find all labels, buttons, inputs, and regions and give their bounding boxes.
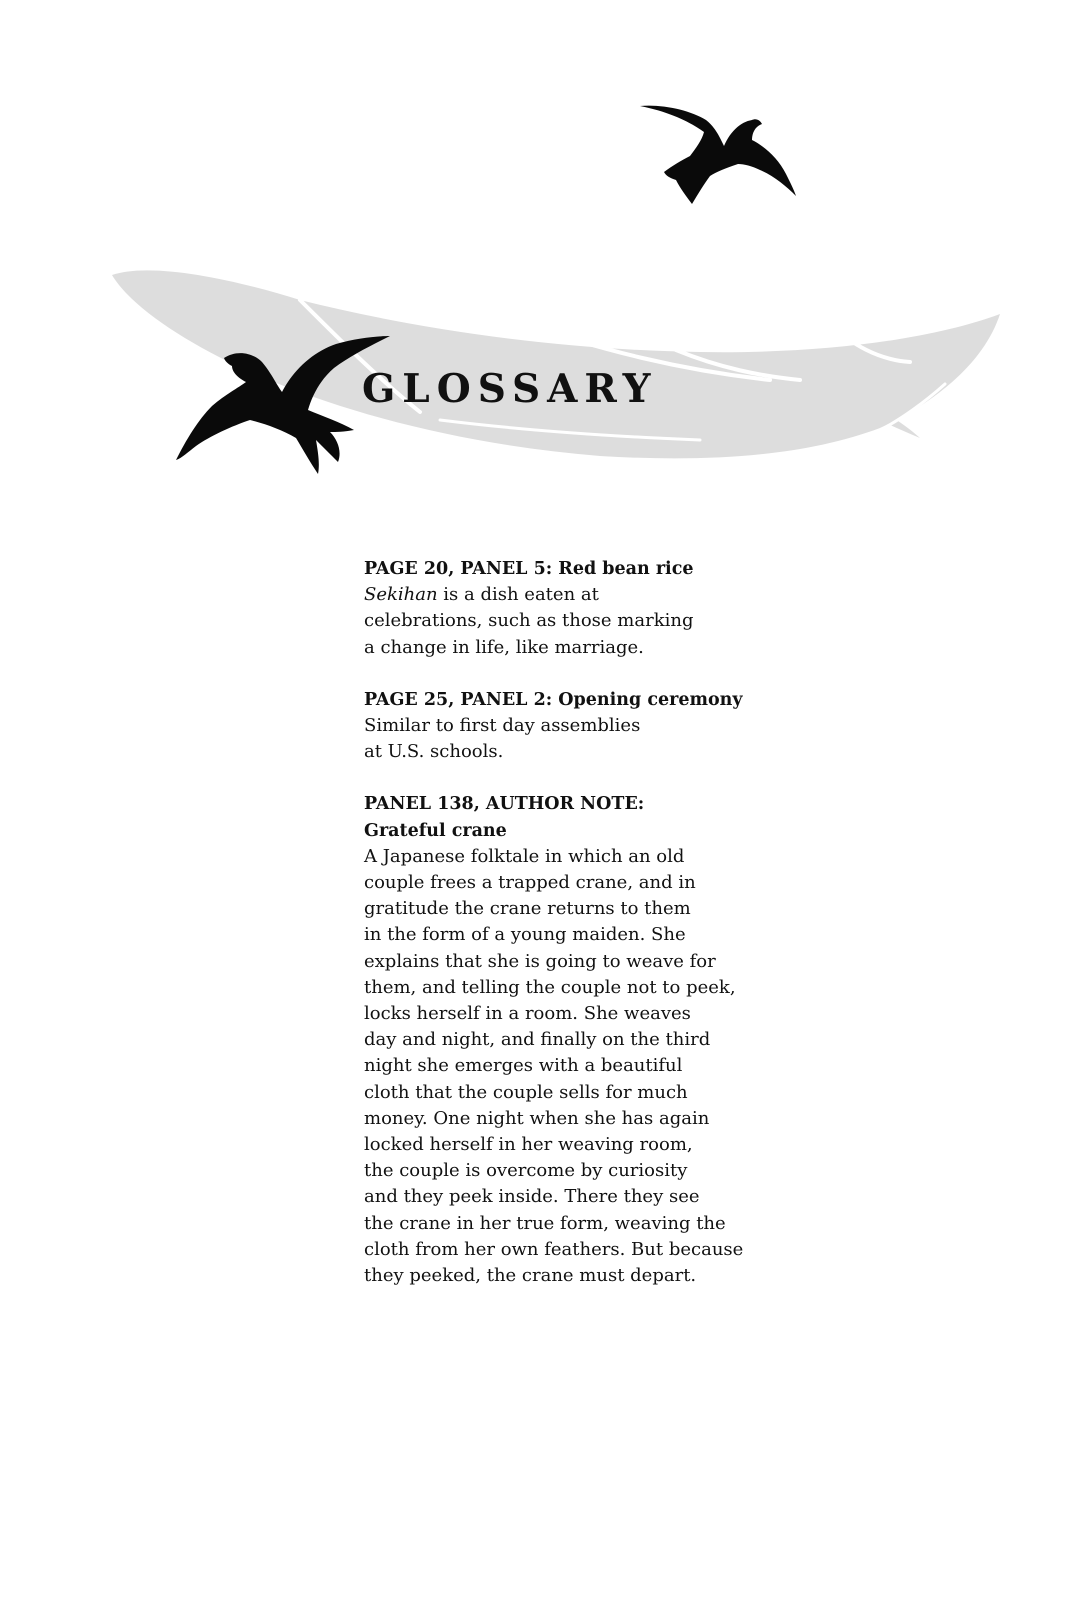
entry-body-line: celebrations, such as those marking <box>364 610 694 632</box>
entry-body-line: locks herself in a room. She weaves <box>364 1003 691 1025</box>
entry-body-line: they peeked, the crane must depart. <box>364 1265 697 1287</box>
entry-body-line: day and night, and finally on the third <box>364 1029 711 1051</box>
entry-body-line: cloth that the couple sells for much <box>364 1081 688 1103</box>
entry-heading: Grateful crane <box>364 820 507 841</box>
entry-heading: PANEL 138, AUTHOR NOTE: <box>364 794 645 815</box>
page-title: GLOSSARY <box>362 366 658 412</box>
entry-body-line: cloth from her own feathers. But because <box>364 1238 744 1260</box>
entry-text: is a dish eaten at <box>437 584 599 606</box>
bird-icon-small <box>640 106 796 204</box>
entry-heading: PAGE 25, PANEL 2: Opening ceremony <box>364 689 743 710</box>
entry-body-line: A Japanese folktale in which an old <box>364 845 685 867</box>
entry-body-line: night she emerges with a beautiful <box>364 1055 683 1077</box>
glossary-entry <box>364 791 784 1289</box>
entry-body-line: Similar to first day assemblies <box>364 715 641 737</box>
entry-body-line: explains that she is going to weave for <box>364 950 716 972</box>
glossary-entries <box>364 556 784 1315</box>
entry-body-line: money. One night when she has again <box>364 1107 710 1129</box>
entry-body-line: in the form of a young maiden. She <box>364 924 686 946</box>
entry-body-line <box>364 582 784 608</box>
glossary-entry <box>364 687 784 766</box>
entry-body-line: the crane in her true form, weaving the <box>364 1212 726 1234</box>
entry-body-line: locked herself in her weaving room, <box>364 1134 693 1156</box>
entry-heading: PAGE 20, PANEL 5: Red bean rice <box>364 559 694 579</box>
header-illustration <box>0 0 1067 520</box>
entry-body-line: the couple is overcome by curiosity <box>364 1160 688 1182</box>
glossary-entry <box>364 556 784 661</box>
entry-body-line: and they peek inside. There they see <box>364 1186 700 1208</box>
entry-body-line: at U.S. schools. <box>364 741 504 763</box>
entry-term: Sekihan <box>364 584 438 606</box>
entry-body-line: them, and telling the couple not to peek, <box>364 976 736 998</box>
entry-body-line: gratitude the crane returns to them <box>364 898 691 920</box>
entry-body-line: couple frees a trapped crane, and in <box>364 872 696 894</box>
entry-body-line: a change in life, like marriage. <box>364 636 644 658</box>
